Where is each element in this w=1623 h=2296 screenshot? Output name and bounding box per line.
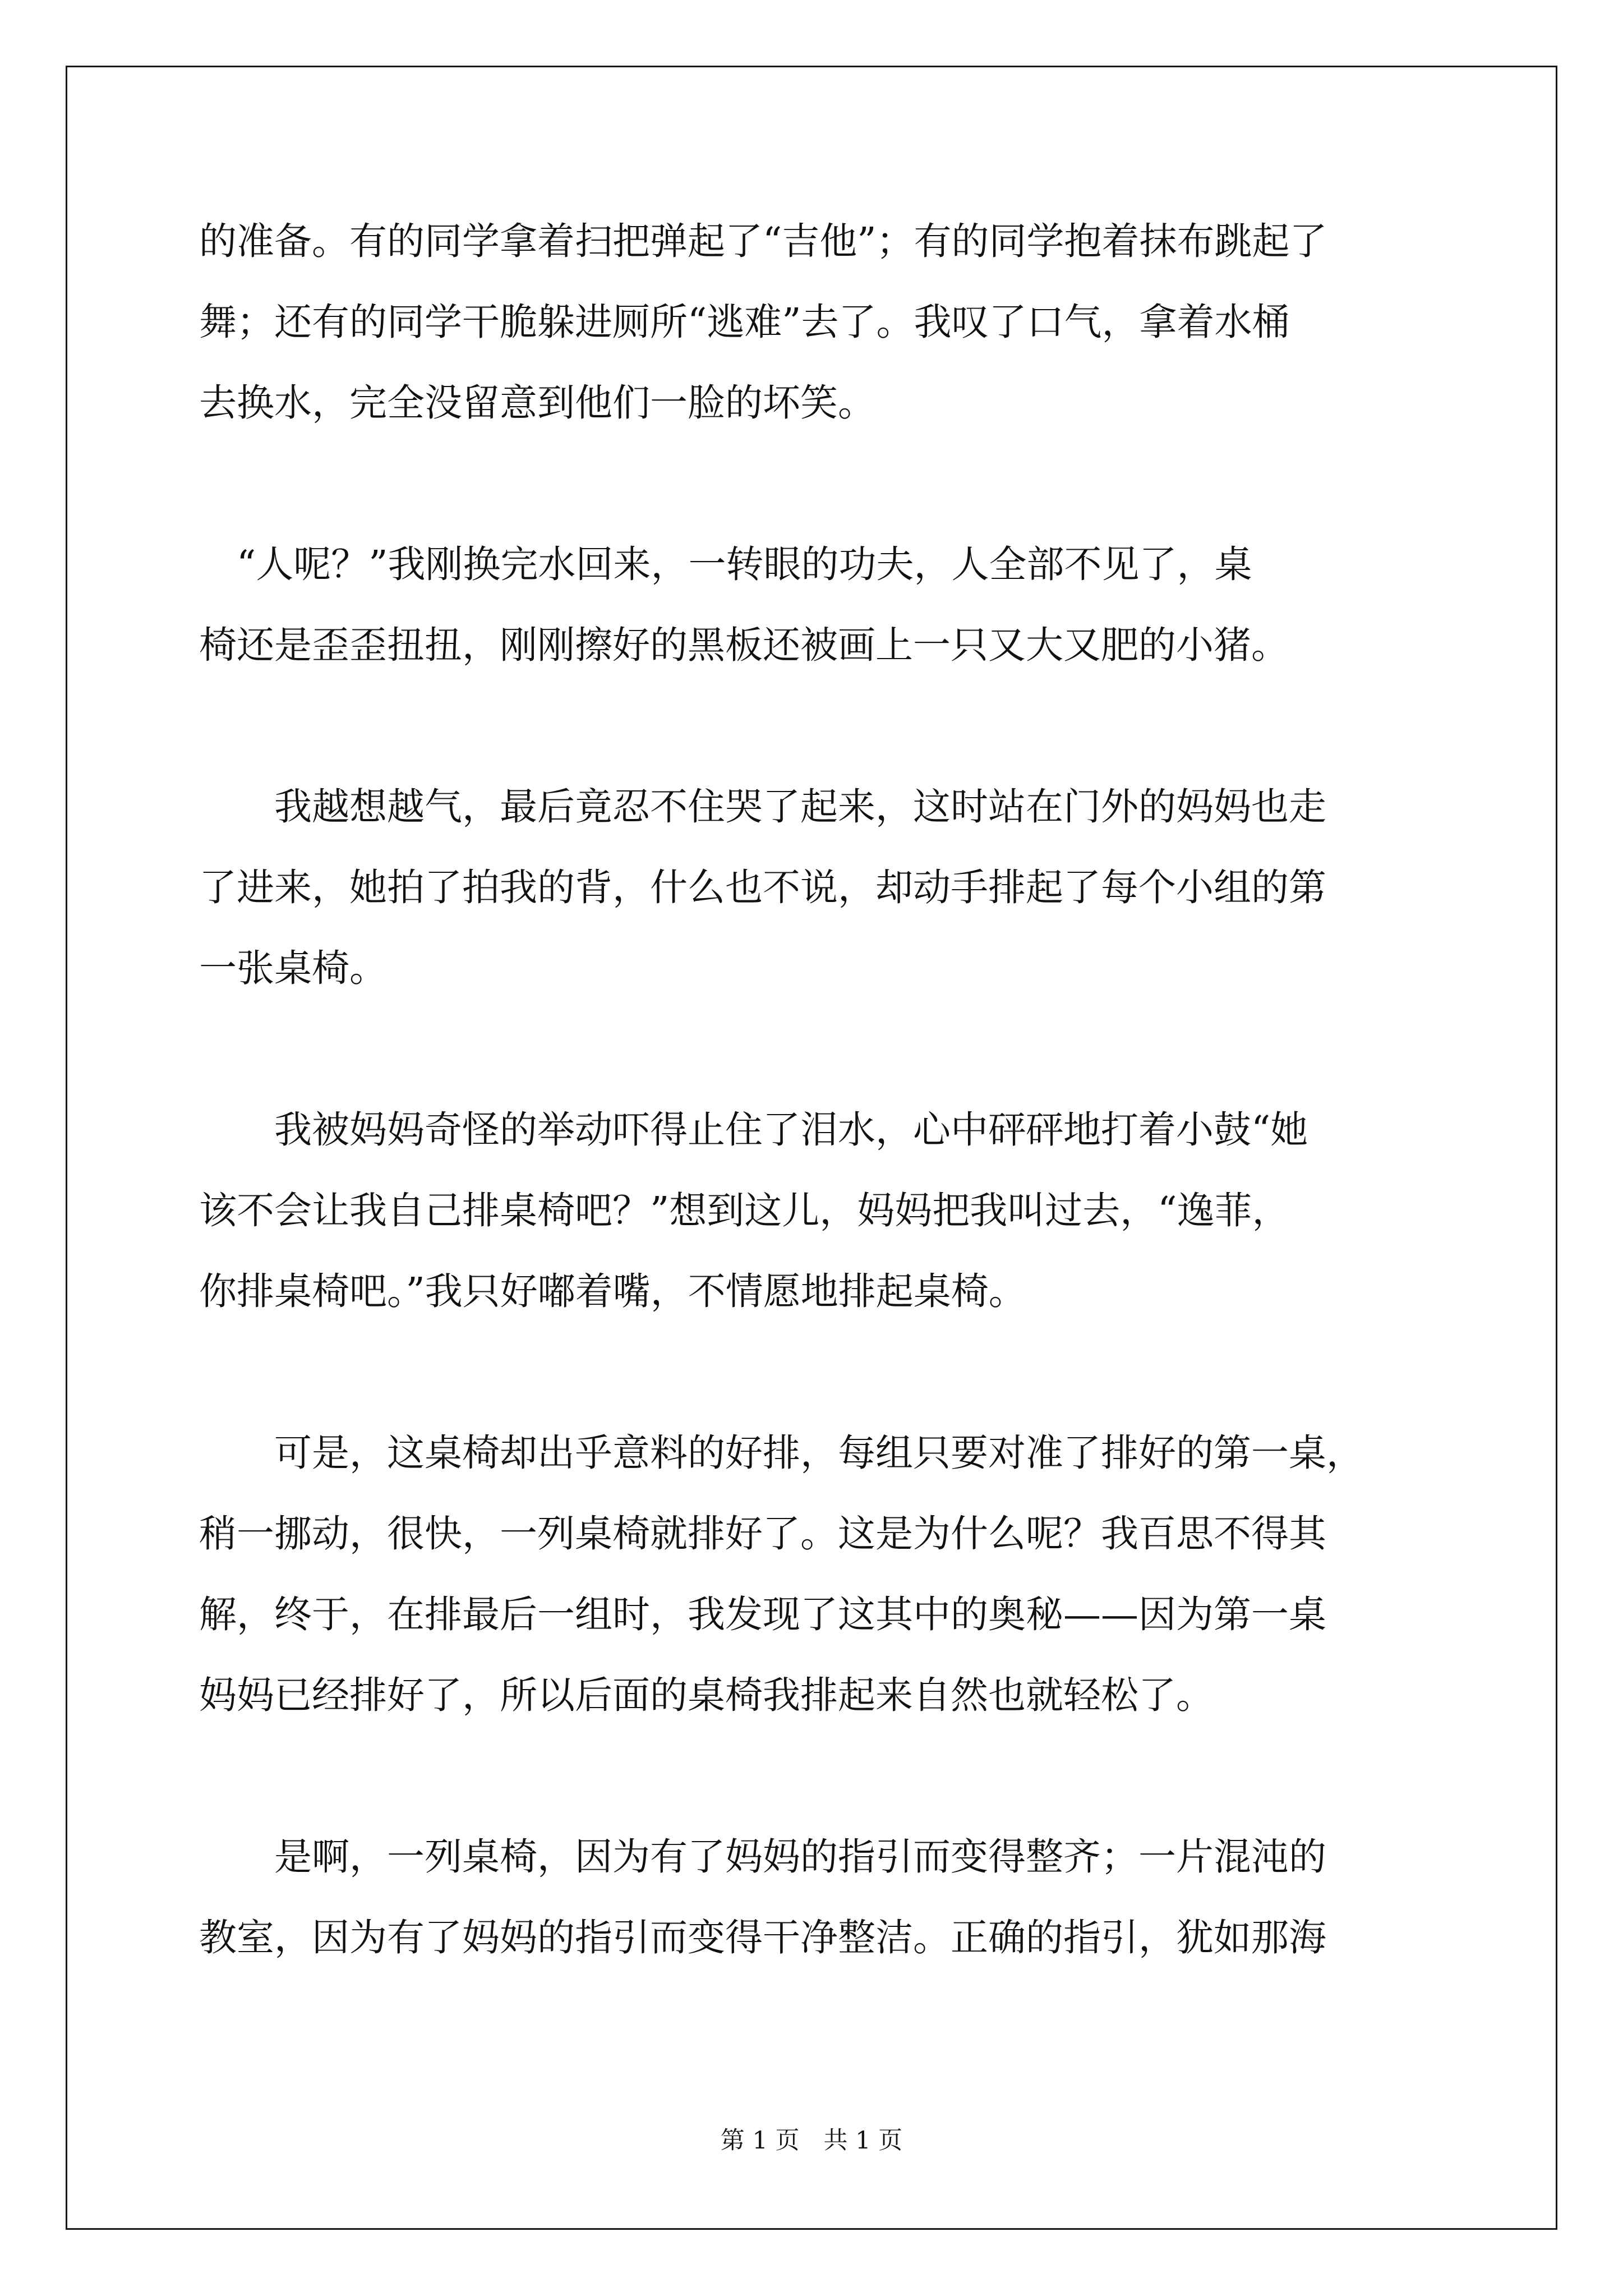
text-line: 了进来，她拍了拍我的背，什么也不说，却动手排起了每个小组的第 xyxy=(199,866,1326,909)
text-line: 可是，这桌椅却出乎意料的好排，每组只要对准了排好的第一桌， xyxy=(199,1431,1364,1475)
paragraph-gap xyxy=(199,1332,1455,1412)
text-line: 的准备。有的同学拿着扫把弹起了“吉他”；有的同学抱着抹布跳起了 xyxy=(199,219,1327,263)
paragraph-gap xyxy=(199,1009,1455,1089)
text-line: 是啊，一列桌椅，因为有了妈妈的指引而变得整齐；一片混沌的 xyxy=(199,1835,1326,1879)
text-line: 椅还是歪歪扭扭，刚刚擦好的黑板还被画上一只又大又肥的小猪。 xyxy=(199,623,1289,667)
paragraph-gap xyxy=(199,1736,1455,1816)
text-line: 稍一挪动，很快，一列桌椅就排好了。这是为什么呢？我百思不得其 xyxy=(199,1512,1326,1556)
text-line: 我越想越气，最后竟忍不住哭了起来，这时站在门外的妈妈也走 xyxy=(199,785,1326,829)
text-line: 舞；还有的同学干脆躲进厕所“逃难”去了。我叹了口气，拿着水桶 xyxy=(199,300,1290,344)
text-line: 我被妈妈奇怪的举动吓得止住了泪水，心中砰砰地打着小鼓“她 xyxy=(199,1108,1308,1152)
text-line: 去换水，完全没留意到他们一脸的坏笑。 xyxy=(199,381,875,425)
paragraph-gap xyxy=(199,443,1455,524)
text-line: 该不会让我自己排桌椅吧？”想到这儿，妈妈把我叫过去，“逸菲， xyxy=(199,1189,1290,1232)
document-body xyxy=(199,201,1455,1978)
text-line: 教室，因为有了妈妈的指引而变得干净整洁。正确的指引，犹如那海 xyxy=(199,1916,1326,1959)
paragraph-gap xyxy=(199,685,1455,766)
page-number-footer: 第 1 页 共 1 页 xyxy=(720,2127,903,2155)
text-line: 一张桌椅。 xyxy=(199,946,387,990)
text-line: 妈妈已经排好了，所以后面的桌椅我排起来自然也就轻松了。 xyxy=(199,1673,1214,1717)
text-line: 解，终于，在排最后一组时，我发现了这其中的奥秘——因为第一桌 xyxy=(199,1593,1326,1636)
text-line: 你排桌椅吧。”我只好嘟着嘴，不情愿地排起桌椅。 xyxy=(199,1269,1026,1313)
text-line: “人呢？”我刚换完水回来，一转眼的功夫，人全部不见了，桌 xyxy=(199,542,1252,586)
